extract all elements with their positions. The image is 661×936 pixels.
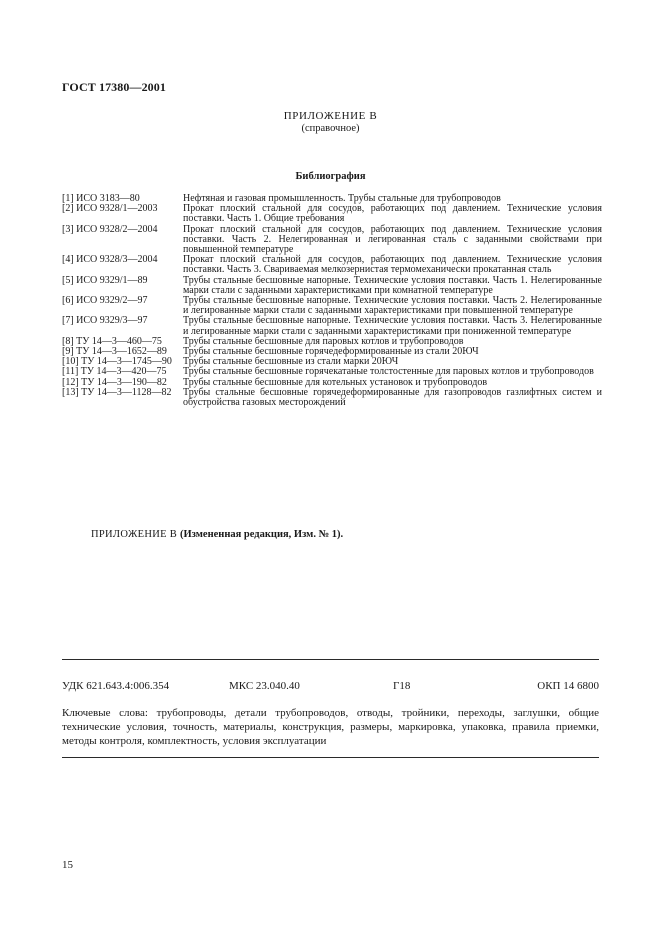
bibliography-ref: [9] ТУ 14—3—1652—89 (62, 346, 167, 358)
bottom-divider (62, 757, 599, 758)
bibliography-text: Трубы стальные бесшовные напорные. Технические условия поставки. Часть 3. Нелегированные и легированные марки стали с заданными характеристиками при пониженной температуре (183, 315, 602, 337)
bibliography-ref: [8] ТУ 14—3—460—75 (62, 335, 162, 347)
bibliography-text: Трубы стальные бесшовные горячедеформированные из стали 20ЮЧ (183, 346, 479, 358)
top-divider (62, 659, 599, 660)
appendix-subheading: (справочное) (301, 123, 360, 134)
bibliography-text: Трубы стальные бесшовные из стали марки 20ЮЧ (183, 356, 399, 368)
bibliography-item (62, 316, 602, 336)
bibliography-text: Трубы стальные бесшовные напорные. Технические условия поставки. Часть 2. Нелегированные и легированные марки стали с заданными характеристиками при повышенной температуре (183, 295, 602, 317)
amendment-note (91, 529, 343, 540)
bibliography-text: Прокат плоский стальной для сосудов, работающих под давлением. Технические условия поставки. Часть 1. Общие требования (183, 203, 602, 225)
bibliography-item (62, 204, 602, 224)
page-number: 15 (62, 859, 73, 871)
bibliography-list (62, 194, 602, 408)
okp-code: ОКП 14 6800 (537, 680, 599, 692)
bibliography-heading: Библиография (295, 171, 366, 182)
bibliography-text: Прокат плоский стальной для сосудов, работающих под давлением. Технические условия поставки. Часть 2. Нелегированная и легированная сталь с заданными свойствами при повышенной температуре (183, 223, 602, 256)
group-code: Г18 (393, 680, 411, 692)
bibliography-ref: [2] ИСО 9328/1—2003 (62, 203, 158, 215)
amendment-note-prefix: ПРИЛОЖЕНИЕ В (91, 529, 181, 540)
bibliography-item (62, 296, 602, 316)
bibliography-text: Трубы стальные бесшовные напорные. Технические условия поставки. Часть 1. Нелегированные марки стали с заданными характеристиками при комнатной температуре (183, 274, 602, 296)
bibliography-text: Нефтяная и газовая промышленность. Трубы стальные для трубопроводов (183, 193, 501, 204)
bibliography-ref: [4] ИСО 9328/3—2004 (62, 254, 158, 266)
appendix-heading: ПРИЛОЖЕНИЕ В (283, 110, 378, 122)
bibliography-text: Трубы стальные бесшовные горячекатаные толстостенные для паровых котлов и трубопроводов (183, 366, 594, 378)
bibliography-ref: [1] ИСО 3183—80 (62, 193, 140, 204)
bibliography-ref: [7] ИСО 9329/3—97 (62, 315, 148, 327)
bibliography-text: Прокат плоский стальной для сосудов, работающих под давлением. Технические условия поставки. Часть 3. Свариваемая мелкозернистая термомеханически прокатанная сталь (183, 254, 602, 276)
bibliography-item (62, 255, 602, 275)
document-title: ГОСТ 17380—2001 (62, 80, 166, 94)
bibliography-text: Трубы стальные бесшовные для паровых котлов и трубопроводов (183, 335, 464, 347)
bibliography-item (62, 276, 602, 296)
bibliography-ref: [3] ИСО 9328/2—2004 (62, 223, 158, 235)
bibliography-ref: [10] ТУ 14—3—1745—90 (62, 356, 172, 368)
bibliography-ref: [12] ТУ 14—3—190—82 (62, 376, 167, 388)
udk-code: УДК 621.643.4:006.354 (62, 680, 170, 692)
bibliography-text: Трубы стальные бесшовные горячедеформированные для газопроводов газлифтных систем и обустройства газовых месторождений (183, 386, 602, 409)
bibliography-ref: [11] ТУ 14—3—420—75 (62, 366, 167, 378)
mks-code: МКС 23.040.40 (229, 680, 300, 692)
bibliography-text: Трубы стальные бесшовные для котельных установок и трубопроводов (183, 376, 488, 388)
bibliography-ref: [13] ТУ 14—3—1128—82 (62, 386, 172, 398)
amendment-note-bold: (Измененная редакция, Изм. № 1). (180, 529, 344, 540)
keywords-paragraph: Ключевые слова: трубопроводы, детали трубопроводов, отводы, тройники, переходы, заглушки, общие технические условия, точность, материалы, конструкция, размеры, маркировка, упаковка, правила приемки, методы контроля, комплектность, условия эксплуатации (62, 707, 599, 747)
bibliography-item (62, 388, 602, 408)
bibliography-ref: [5] ИСО 9329/1—89 (62, 274, 148, 286)
bibliography-ref: [6] ИСО 9329/2—97 (62, 295, 148, 307)
bibliography-item (62, 225, 602, 256)
